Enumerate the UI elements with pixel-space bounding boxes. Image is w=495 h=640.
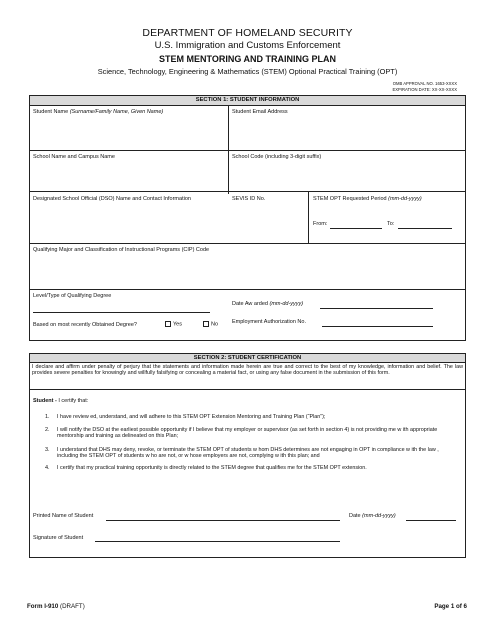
ead-label: Employment Authorization No. <box>232 319 306 325</box>
opt-period-label: STEM OPT Requested Period (mm-dd-yyyy) <box>313 196 422 202</box>
major-label: Qualifying Major and Classification of Instructional Programs (CIP) Code <box>33 247 210 253</box>
divider <box>30 150 465 151</box>
degree-level-field[interactable] <box>33 312 210 313</box>
ead-field[interactable] <box>322 326 433 327</box>
dso-field[interactable] <box>30 203 227 242</box>
sign-date-field[interactable] <box>406 520 456 521</box>
signature-field[interactable] <box>95 541 340 542</box>
school-name-label: School Name and Campus Name <box>33 154 115 160</box>
signature-label: Signature of Student <box>33 535 84 541</box>
to-date-field[interactable] <box>398 228 452 229</box>
item-number: 3. <box>45 447 50 453</box>
no-option[interactable]: No <box>201 321 218 327</box>
date-awarded-label: Date Aw arded (mm-dd-yyyy) <box>232 301 304 307</box>
section2-title: SECTION 2: STUDENT CERTIFICATION <box>30 354 465 363</box>
school-code-field[interactable] <box>229 161 464 190</box>
divider <box>30 289 465 290</box>
major-field[interactable] <box>30 254 464 288</box>
form-title: STEM MENTORING AND TRAINING PLAN <box>159 54 336 64</box>
date-awarded-field[interactable] <box>320 308 433 309</box>
school-name-field[interactable] <box>30 161 227 190</box>
expiration-date: EXPIRATION DATE: XX-XX-XXXX <box>392 87 457 92</box>
divider <box>308 191 309 244</box>
student-name-field[interactable] <box>30 116 227 149</box>
printed-name-label: Printed Name of Student <box>33 513 94 519</box>
degree-level-label: Level/Type of Qualifying Degree <box>33 293 112 299</box>
certification-item: I have review ed, understand, and will adhere to this STEM OPT Extension Mentoring and Training Plan (“Plan”); <box>57 414 326 420</box>
student-email-label: Student Email Address <box>232 109 288 115</box>
sevis-label: SEVIS ID No. <box>232 196 266 202</box>
student-email-field[interactable] <box>229 116 464 149</box>
item-number: 2. <box>45 427 50 433</box>
school-code-label: School Code (including 3-digit suffix) <box>232 154 322 160</box>
form-number: Form I-910 (DRAFT) <box>27 603 85 610</box>
certification-item: I understand that DHS may deny, revoke, or terminate the STEM OPT of students w hom DHS determines are not engaging in OPT in compliance w ith the law , including the STEM OPT of students w ho are not, or w hose employers are not, complying w ith this plan; and <box>57 447 439 460</box>
section1-title: SECTION 1: STUDENT INFORMATION <box>30 96 465 106</box>
certification-item: I certify that my practical training opportunity is directly related to the STEM degree that qualifies me for the STEM OPT extension. <box>57 465 367 471</box>
item-number: 4. <box>45 465 50 471</box>
yes-option[interactable]: Yes <box>163 321 182 327</box>
form-subtitle: Science, Technology, Engineering & Mathematics (STEM) Optional Practical Training (OPT) <box>97 67 398 76</box>
agency-heading: U.S. Immigration and Customs Enforcement <box>154 40 341 51</box>
to-label: To: <box>387 221 395 227</box>
printed-name-field[interactable] <box>106 520 340 521</box>
item-number: 1. <box>45 414 50 420</box>
student-name-label: Student Name (Surname/Family Name, Given Name) <box>33 109 164 115</box>
student-certify-line: Student - I certify that: <box>33 398 89 404</box>
divider <box>30 243 465 244</box>
page-number: Page 1 of 6 <box>434 603 467 610</box>
no-checkbox[interactable] <box>203 321 209 327</box>
omb-number: OMB APPROVAL NO. 1653-XXXX <box>392 81 457 86</box>
yes-checkbox[interactable] <box>165 321 171 327</box>
sevis-field[interactable] <box>229 203 307 242</box>
sign-date-label: Date (mm-dd-yyyy) <box>349 513 396 519</box>
declaration-text: I declare and affirm under penalty of perjury that the statements and information made herein are true and correct to the best of my knowledge, information and belief. The law provides severe penalties for knowingly and willfully falsifying or concealing a material fact, or using any false document in the submission of this form. <box>32 364 463 377</box>
from-label: From: <box>313 221 328 227</box>
based-on-label: Based on most recently Obtained Degree? <box>33 322 137 328</box>
certification-item: I will notify the DSO at the earliest possible opportunity if I believe that my employer or supervisor (as set forth in section 4) is not providing me w ith appropriate mentorship and training as delineated on this Plan; <box>57 427 438 440</box>
divider <box>30 191 465 192</box>
divider <box>30 389 465 390</box>
from-date-field[interactable] <box>330 228 382 229</box>
department-heading: DEPARTMENT OF HOMELAND SECURITY <box>142 27 353 39</box>
dso-label: Designated School Official (DSO) Name and Contact Information <box>33 196 191 202</box>
